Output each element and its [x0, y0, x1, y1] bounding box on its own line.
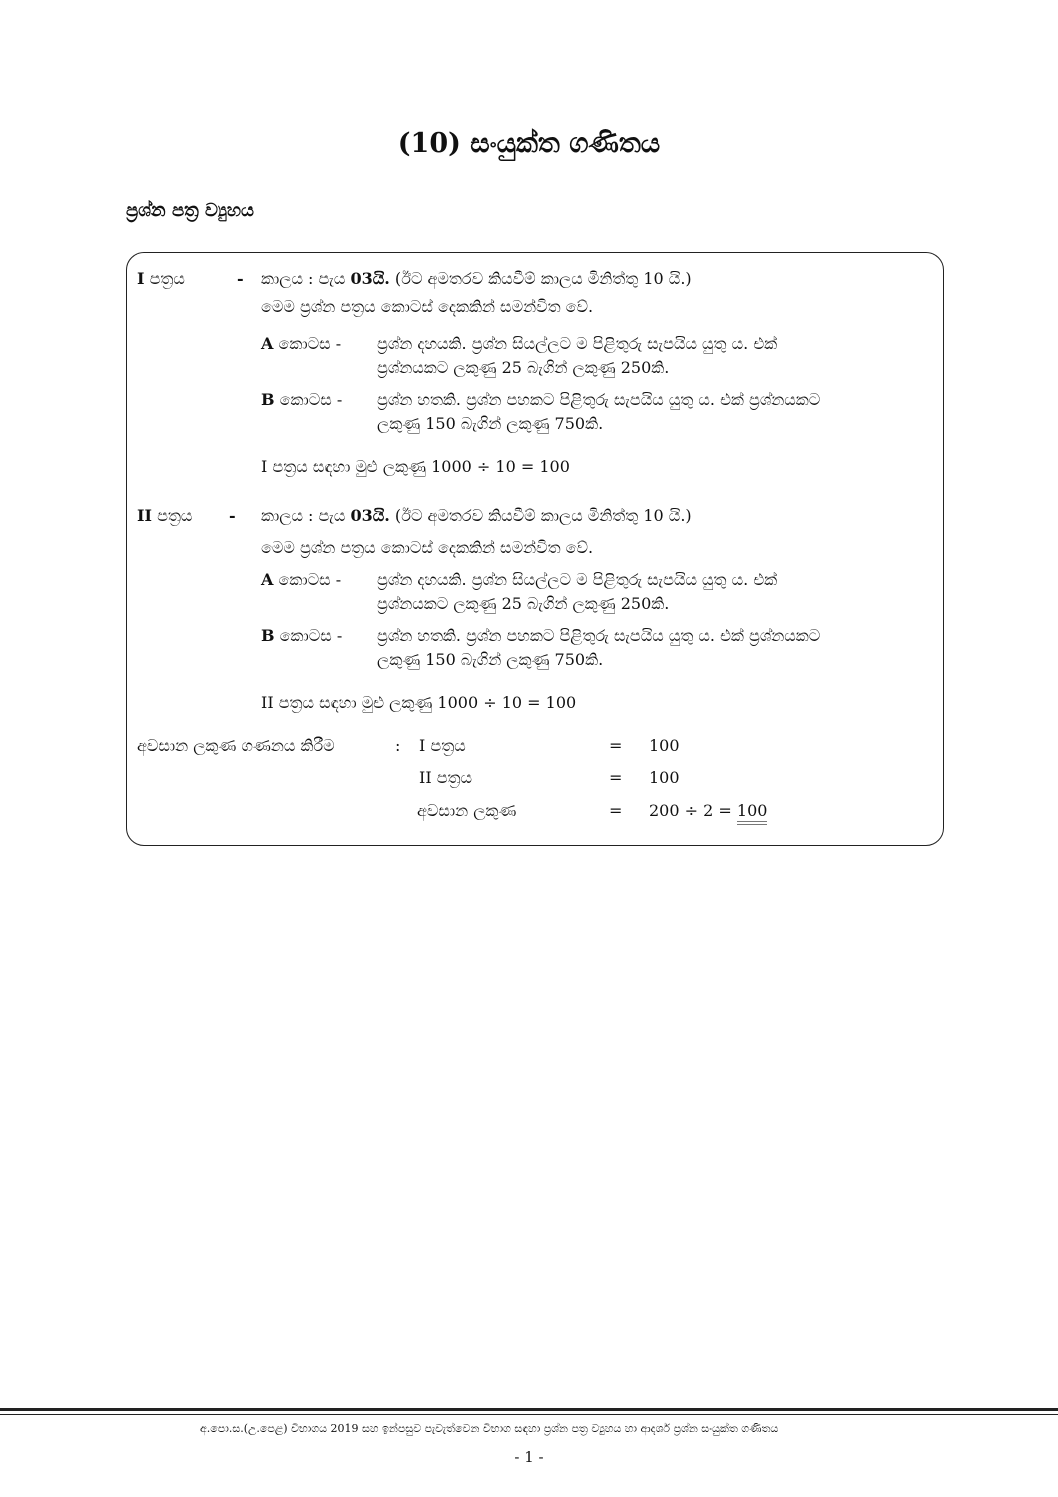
paper1-composition: මෙම ප්‍රශ්න පත්‍රය කොටස් දෙකකින් සමන්විත වේ. — [261, 297, 594, 316]
paper2-composition: මෙම ප්‍රශ්න පත්‍රය කොටස් දෙකකින් සමන්විත වේ. — [261, 538, 594, 557]
paper1-part-a-label: A කොටස - — [261, 334, 342, 353]
final-row-value: 200 ÷ 2 = 100 — [649, 801, 767, 821]
paper1-part-b-line1: ප්‍රශ්න හතකි. ප්‍රශ්න පහකට පිළිතුරු සැපයිය යුතු ය. එක් ප්‍රශ්නයකට — [377, 390, 821, 409]
final-row-equals: = — [609, 736, 623, 755]
final-row-equals: = — [609, 801, 623, 820]
footer-rule — [0, 1414, 1058, 1415]
structure-box — [126, 252, 944, 846]
page-number: - 1 - — [514, 1448, 544, 1466]
final-colon: : — [395, 736, 401, 755]
paper2-time: කාලය : පැය 03යි. (ඊට අමතරව කියවීම් කාලය මිනිත්තු 10 යි.) — [261, 506, 692, 525]
paper1-dash: - — [237, 269, 244, 288]
paper1-part-b-line2: ලකුණු 150 බැගින් ලකුණු 750කි. — [377, 414, 604, 433]
section-heading: ප්‍රශ්න පත්‍ර ව්‍යුහය — [126, 200, 255, 221]
paper1-part-b-label: B කොටස - — [261, 390, 343, 409]
paper2-part-a-line2: ප්‍රශ්නයකට ලකුණු 25 බැගින් ලකුණු 250කි. — [377, 594, 670, 613]
final-row-label: I පත්‍රය — [419, 736, 466, 755]
footer-text: අ.පො.ස.(උ.පෙළ) විභාගය 2019 සහ ඉන්පසුව පැවැත්වෙන විභාග සඳහා ප්‍රශ්න පත්‍ර ව්‍යුහය හා ආදර්ශ ප්‍රශ්න සංයුක්ත ගණිතය — [200, 1422, 779, 1435]
final-row-value: 100 — [649, 736, 680, 755]
final-heading: අවසාන ලකුණ ගණනය කිරීම — [137, 736, 335, 755]
paper2-part-b-line2: ලකුණු 150 බැගින් ලකුණු 750කි. — [377, 650, 604, 669]
footer-rule — [0, 1408, 1058, 1411]
paper2-part-b-line1: ප්‍රශ්න හතකි. ප්‍රශ්න පහකට පිළිතුරු සැපයිය යුතු ය. එක් ප්‍රශ්නයකට — [377, 626, 821, 645]
final-mark-value: 100 — [737, 801, 768, 825]
paper2-part-a-label: A කොටස - — [261, 570, 342, 589]
paper2-part-a-line1: ප්‍රශ්න දහයකි. ප්‍රශ්න සියල්ලට ම පිළිතුරු සැපයිය යුතු ය. එක් — [377, 570, 778, 589]
paper1-part-a-line2: ප්‍රශ්නයකට ලකුණු 25 බැගින් ලකුණු 250කි. — [377, 358, 670, 377]
final-row-label: II පත්‍රය — [419, 768, 473, 787]
paper1-time: කාලය : පැය 03යි. (ඊට අමතරව කියවීම් කාලය මිනිත්තු 10 යි.) — [261, 269, 692, 288]
paper1-label: I පත්‍රය — [137, 269, 185, 288]
paper1-total: I පත්‍රය සඳහා මුළු ලකුණු 1000 ÷ 10 = 100 — [261, 457, 570, 476]
paper2-part-b-label: B කොටස - — [261, 626, 343, 645]
paper1-part-a-line1: ප්‍රශ්න දහයකි. ප්‍රශ්න සියල්ලට ම පිළිතුරු සැපයිය යුතු ය. එක් — [377, 334, 778, 353]
paper2-dash: - — [229, 506, 236, 525]
final-row-equals: = — [609, 768, 623, 787]
page-title: (10) සංයුක්ත ගණිතය — [397, 128, 661, 159]
final-row-value: 100 — [649, 768, 680, 787]
paper2-label: II පත්‍රය — [137, 506, 193, 525]
final-row-label: අවසාන ලකුණ — [417, 801, 517, 820]
paper2-total: II පත්‍රය සඳහා මුළු ලකුණු 1000 ÷ 10 = 100 — [261, 693, 577, 712]
